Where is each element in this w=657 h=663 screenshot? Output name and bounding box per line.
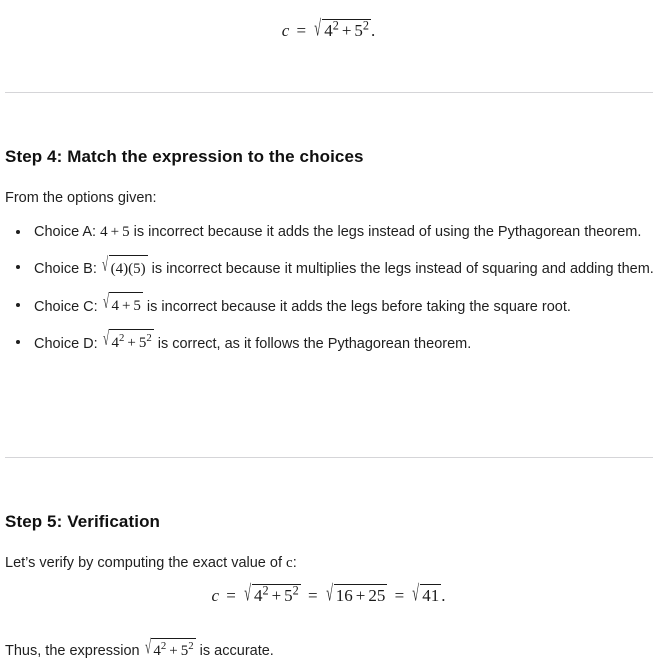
trailing-period: . bbox=[441, 586, 446, 605]
radicand bbox=[109, 292, 142, 320]
math-equals-sign: = bbox=[308, 586, 318, 605]
list-item-choice-b bbox=[34, 255, 657, 283]
choice-b-text: is incorrect because it multiplies the legs instead of squaring and adding them. bbox=[147, 261, 654, 278]
choice-d-expression bbox=[102, 330, 154, 358]
term-4: 4 bbox=[100, 224, 108, 240]
radical-icon: √ bbox=[412, 580, 420, 606]
section-divider-2 bbox=[5, 457, 653, 458]
exponent-2: 2 bbox=[118, 332, 125, 345]
term-41: 41 bbox=[422, 585, 440, 605]
term-5: 5 bbox=[133, 298, 141, 315]
factor-5: (5) bbox=[128, 260, 146, 277]
radicand bbox=[322, 19, 371, 41]
list-item-choice-a bbox=[34, 220, 657, 246]
choice-a-label: Choice A: bbox=[34, 224, 97, 240]
verification-display-equation bbox=[0, 580, 657, 606]
term-4: 4 bbox=[324, 20, 333, 40]
math-plus-sign: + bbox=[341, 20, 352, 40]
term-4: 4 bbox=[153, 642, 161, 659]
step-5-heading: Step 5: Verification bbox=[5, 512, 161, 531]
term-25: 25 bbox=[368, 585, 386, 605]
conclusion-prefix: Thus, the expression bbox=[5, 643, 144, 659]
sqrt-group bbox=[102, 293, 143, 321]
exponent-2: 2 bbox=[332, 17, 339, 32]
radical-icon: √ bbox=[144, 637, 151, 659]
choice-d-label: Choice D: bbox=[34, 335, 98, 352]
radical-icon: √ bbox=[244, 580, 252, 606]
math-equals-sign: = bbox=[226, 586, 236, 605]
trailing-period: . bbox=[371, 21, 376, 40]
sqrt-group-squares bbox=[243, 580, 301, 606]
radicand bbox=[420, 584, 441, 606]
math-plus-sign: + bbox=[110, 224, 120, 240]
choice-c-text: is incorrect because it adds the legs before taking the square root. bbox=[142, 298, 571, 315]
factor-4: (4) bbox=[110, 260, 129, 277]
step-5-intro-text bbox=[5, 552, 297, 575]
exponent-2: 2 bbox=[160, 639, 167, 652]
conclusion-suffix: is accurate. bbox=[195, 643, 274, 659]
math-plus-sign: + bbox=[121, 298, 131, 315]
radicand bbox=[109, 255, 148, 283]
section-divider-1 bbox=[5, 92, 653, 93]
sqrt-group-41 bbox=[411, 580, 441, 606]
choice-c-expression bbox=[102, 293, 143, 321]
math-plus-sign: + bbox=[355, 585, 366, 605]
math-equals-sign: = bbox=[394, 586, 405, 605]
math-variable-c: c bbox=[211, 586, 220, 605]
term-5: 5 bbox=[138, 335, 147, 352]
radicand bbox=[109, 329, 153, 357]
radical-icon: √ bbox=[102, 329, 109, 351]
step-5-intro-prefix: Let’s verify by computing the exact value of bbox=[5, 555, 287, 571]
sqrt-group bbox=[313, 15, 371, 41]
exponent-2: 2 bbox=[292, 582, 299, 597]
math-plus-sign: + bbox=[271, 585, 282, 605]
sqrt-group bbox=[101, 255, 148, 283]
term-16: 16 bbox=[335, 585, 353, 605]
step-4-intro-text: From the options given: bbox=[5, 190, 157, 206]
choice-c-label: Choice C: bbox=[34, 298, 98, 315]
math-expression-verification bbox=[211, 580, 446, 606]
math-plus-sign: + bbox=[169, 642, 178, 659]
math-expression-c-equals-sqrt bbox=[281, 15, 376, 41]
list-item-choice-d bbox=[34, 330, 657, 358]
sqrt-group bbox=[144, 638, 196, 663]
term-4: 4 bbox=[111, 298, 119, 315]
exponent-2: 2 bbox=[362, 17, 370, 32]
math-variable-c: c bbox=[286, 555, 293, 571]
exponent-2: 2 bbox=[262, 582, 269, 597]
term-5: 5 bbox=[180, 642, 189, 659]
conclusion-text bbox=[5, 638, 274, 663]
choice-a-expression bbox=[100, 220, 129, 246]
sqrt-group-sum bbox=[325, 580, 387, 606]
exponent-2: 2 bbox=[188, 639, 194, 652]
conclusion-expression bbox=[144, 638, 196, 663]
math-variable-c: c bbox=[281, 21, 290, 40]
radical-icon: √ bbox=[102, 292, 109, 314]
term-5: 5 bbox=[354, 20, 363, 40]
term-5: 5 bbox=[122, 224, 130, 240]
radicand bbox=[334, 584, 388, 606]
choice-list bbox=[0, 220, 657, 367]
exponent-2: 2 bbox=[146, 332, 152, 345]
choice-a-text: is incorrect because it adds the legs instead of using the Pythagorean theorem. bbox=[129, 224, 642, 240]
step-4-heading: Step 4: Match the expression to the choices bbox=[5, 147, 364, 166]
term-4: 4 bbox=[253, 585, 263, 605]
math-plus-sign: + bbox=[127, 335, 136, 352]
sqrt-group bbox=[102, 330, 154, 358]
list-item-choice-c bbox=[34, 293, 657, 321]
radicand bbox=[252, 584, 301, 606]
radical-icon: √ bbox=[326, 580, 333, 606]
radical-icon: √ bbox=[102, 254, 108, 276]
term-4: 4 bbox=[111, 335, 119, 352]
choice-d-text: is correct, as it follows the Pythagorean theorem. bbox=[153, 335, 472, 352]
choice-b-expression bbox=[101, 255, 148, 283]
radical-icon: √ bbox=[314, 15, 322, 41]
top-display-equation bbox=[0, 15, 657, 41]
math-equals-sign: = bbox=[296, 21, 307, 40]
choice-b-label: Choice B: bbox=[34, 261, 97, 278]
term-5: 5 bbox=[284, 585, 293, 605]
radicand bbox=[151, 638, 195, 663]
step-5-intro-suffix: : bbox=[292, 555, 297, 571]
